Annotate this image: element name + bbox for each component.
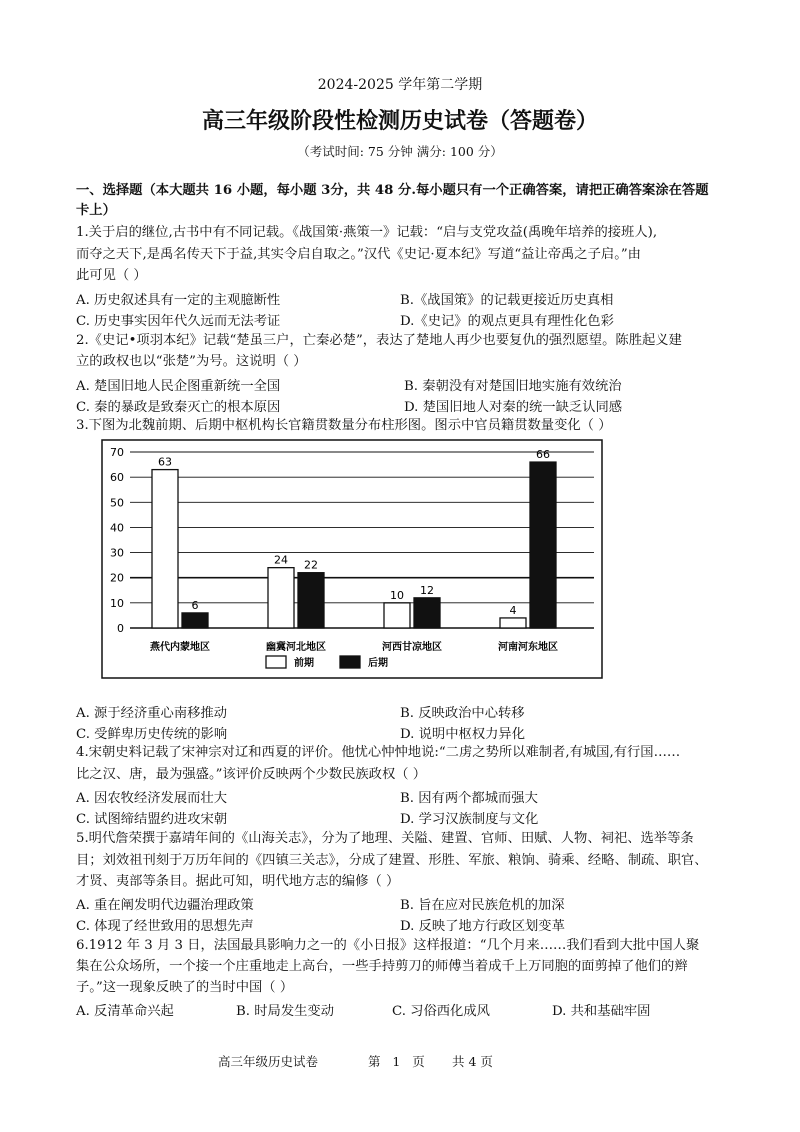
q4-option-b: B. 因有两个都城而强大 bbox=[400, 791, 538, 806]
q6-stem-3: 子。”这一现象反映了的当时中国（ ） bbox=[76, 980, 294, 995]
q4-stem-2: 比之汉、唐，最为强盛。”该评价反映两个少数民族政权（ ） bbox=[76, 767, 427, 782]
q4-option-d: D. 学习汉族制度与文化 bbox=[400, 812, 539, 827]
data-label: 63 bbox=[158, 455, 172, 469]
q5-stem-2: 目；刘效祖刊刻于万历年间的《四镇三关志》，分成了建置、形胜、军旅、粮饷、骑乘、经略、制疏、职官、 bbox=[76, 853, 708, 868]
q4-option-a: A. 因农牧经济发展而壮大 bbox=[76, 791, 228, 806]
x-tick-label: 河南河东地区 bbox=[498, 642, 558, 653]
q6-option-b: B. 时局发生变动 bbox=[236, 1004, 335, 1019]
legend-label: 前期 bbox=[294, 658, 314, 669]
q1-stem: 1.关于启的继位,古书中有不同记载。《战国策·燕策一》记载：“启与支党攻益(禹晚年培养的接班人), bbox=[76, 225, 658, 240]
q1-stem-3: 此可见（ ） bbox=[76, 268, 147, 283]
data-label: 24 bbox=[274, 553, 288, 567]
q6-option-c: C. 习俗西化成风 bbox=[392, 1004, 490, 1019]
q1-option-b: B.《战国策》的记载更接近历史真相 bbox=[400, 293, 614, 308]
bar bbox=[152, 470, 178, 628]
x-tick-label: 燕代内蒙地区 bbox=[150, 642, 210, 653]
q1-option-c: C. 历史事实因年代久远而无法考证 bbox=[76, 314, 281, 329]
y-tick-label: 50 bbox=[110, 496, 124, 510]
q3-option-b: B. 反映政治中心转移 bbox=[400, 706, 525, 721]
data-label: 10 bbox=[390, 588, 404, 602]
y-tick-label: 10 bbox=[110, 596, 124, 610]
q3-option-a: A. 源于经济重心南移推动 bbox=[76, 706, 228, 721]
legend-label: 后期 bbox=[368, 658, 388, 669]
section-heading-cont: 卡上） bbox=[76, 203, 116, 218]
term-line: 2024-2025 学年第二学期 bbox=[317, 77, 483, 93]
data-label: 22 bbox=[304, 558, 318, 572]
bar bbox=[530, 462, 556, 628]
x-tick-label: 河西甘凉地区 bbox=[382, 642, 442, 653]
bar-chart bbox=[86, 436, 606, 682]
bar bbox=[414, 598, 440, 628]
footer-subject: 高三年级历史试卷 bbox=[218, 1054, 319, 1069]
q1-option-a: A. 历史叙述具有一定的主观臆断性 bbox=[76, 293, 281, 308]
q4-stem: 4.宋朝史料记载了宋神宗对辽和西夏的评价。他忧心忡忡地说:“二虏之势所以难制者,有城国,有行国…… bbox=[76, 745, 681, 760]
page-title: 高三年级阶段性检测历史试卷（答题卷） bbox=[201, 109, 598, 134]
legend-swatch bbox=[340, 656, 360, 668]
q3-option-d: D. 说明中枢权力异化 bbox=[400, 727, 526, 742]
q2-option-d: D. 楚国旧地人对秦的统一缺乏认同感 bbox=[404, 400, 623, 415]
bar bbox=[384, 603, 410, 628]
q6-option-d: D. 共和基础牢固 bbox=[552, 1004, 651, 1019]
y-tick-label: 60 bbox=[110, 471, 124, 485]
data-label: 12 bbox=[420, 583, 434, 597]
q5-stem-3: 才贤、夷部等条目。据此可知，明代地方志的编修（ ） bbox=[76, 874, 400, 889]
y-tick-label: 0 bbox=[117, 622, 124, 635]
q1-option-d: D.《史记》的观点更具有理性化色彩 bbox=[400, 314, 614, 329]
q1-stem-2: 而夺之天下,是禹名传天下于益,其实令启自取之。”汉代《史记·夏本纪》写道“益让帝禹之子启。”由 bbox=[76, 247, 641, 262]
section-heading: 一、选择题（本大题共 16 小题，每小题 3分，共 48 分.每小题只有一个正确答案，请把正确答案涂在答题 bbox=[76, 183, 709, 198]
q5-option-b: B. 旨在应对民族危机的加深 bbox=[400, 898, 565, 913]
q2-option-c: C. 秦的暴政是致秦灭亡的根本原因 bbox=[76, 400, 281, 415]
q5-option-c: C. 体现了经世致用的思想先声 bbox=[76, 919, 254, 934]
q6-stem-2: 集在公众场所，一个接一个庄重地走上高台，一些手持剪刀的师傅当着成千上万同胞的面剪掉了他们的辫 bbox=[76, 959, 688, 974]
data-label: 4 bbox=[509, 603, 517, 617]
data-label: 66 bbox=[536, 448, 550, 462]
q3-stem: 3.下图为北魏前期、后期中枢机构长官籍贯数量分布柱形图。图示中官员籍贯数量变化（ ） bbox=[76, 418, 612, 433]
q5-option-d: D. 反映了地方行政区划变革 bbox=[400, 919, 565, 934]
x-tick-label: 幽冀河北地区 bbox=[266, 642, 326, 653]
q5-stem: 5.明代詹荣撰于嘉靖年间的《山海关志》，分为了地理、关隘、建置、官师、田赋、人物、祠祀、选举等条 bbox=[76, 831, 694, 846]
q2-option-b: B. 秦朝没有对楚国旧地实施有效统治 bbox=[404, 379, 622, 394]
q6-stem: 6.1912 年 3 月 3 日，法国最具影响力之一的《小日报》这样报道：“几个月来……我们看到大批中国人聚 bbox=[76, 938, 700, 953]
bar bbox=[182, 613, 208, 628]
exam-info: （考试时间: 75 分钟 满分: 100 分） bbox=[297, 144, 503, 159]
y-tick-label: 30 bbox=[110, 546, 124, 560]
bar bbox=[268, 568, 294, 628]
footer-total: 共 4 页 bbox=[452, 1054, 493, 1069]
bar bbox=[500, 618, 526, 628]
data-label: 6 bbox=[191, 598, 199, 612]
y-tick-label: 20 bbox=[110, 571, 124, 585]
y-tick-label: 40 bbox=[110, 521, 124, 535]
q3-option-c: C. 受鲜卑历史传统的影响 bbox=[76, 727, 228, 742]
q2-stem: 2.《史记•项羽本纪》记载“楚虽三户，亡秦必楚”，表达了楚地人再少也要复仇的强烈愿望。陈胜起义建 bbox=[76, 333, 682, 348]
legend-swatch bbox=[266, 656, 286, 668]
q4-option-c: C. 试图缔结盟约进攻宋朝 bbox=[76, 812, 228, 827]
q2-option-a: A. 楚国旧地人民企图重新统一全国 bbox=[76, 379, 281, 394]
footer-page: 第 1 页 bbox=[368, 1054, 425, 1069]
y-tick-label: 70 bbox=[110, 446, 124, 459]
bar bbox=[298, 573, 324, 628]
q2-stem-2: 立的政权也以“张楚”为号。这说明（ ） bbox=[76, 354, 307, 369]
q6-option-a: A. 反清革命兴起 bbox=[76, 1004, 174, 1019]
q5-option-a: A. 重在阐发明代边疆治理政策 bbox=[76, 898, 254, 913]
